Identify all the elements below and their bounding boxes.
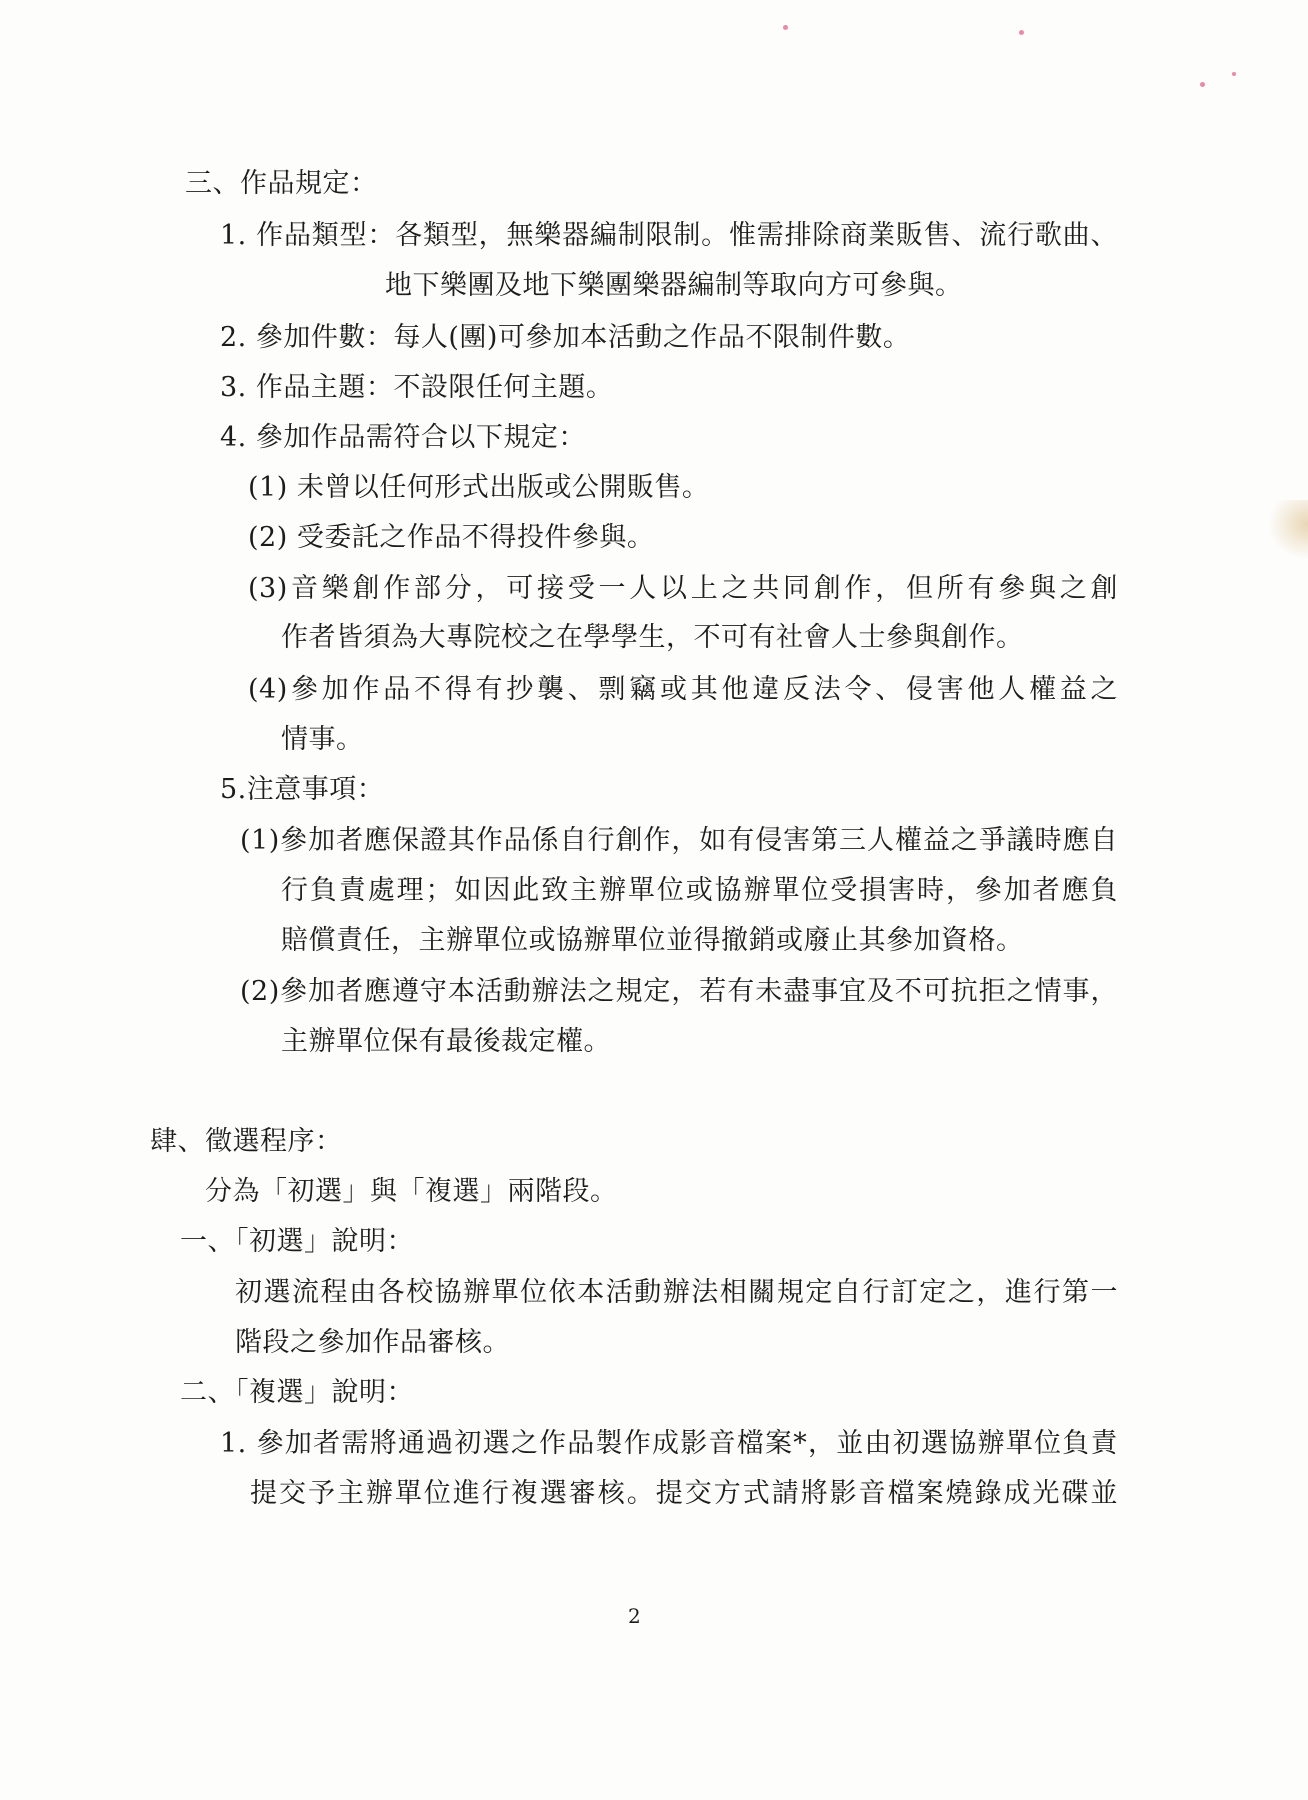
final-round-item1-line1: 1. 參加者需將通過初選之作品製作成影音檔案*，並由初選協辦單位負責: [220, 1428, 1118, 1459]
item1-line1: 1. 作品類型：各類型，無樂器編制限制。惟需排除商業販售、流行歌曲、: [220, 220, 1118, 251]
scan-speck: [1019, 30, 1024, 35]
item5-sub1-line1: (1)參加者應保證其作品係自行創作，如有侵害第三人權益之爭議時應自: [240, 825, 1118, 856]
scan-speck: [783, 25, 788, 30]
item4-sub1: (1) 未曾以任何形式出版或公開販售。: [248, 472, 710, 503]
item4-sub2: (2) 受委託之作品不得投件參與。: [248, 522, 655, 553]
item2: 2. 參加件數：每人(團)可參加本活動之作品不限制件數。: [220, 322, 911, 353]
item4-sub3-line1: (3)音樂創作部分，可接受一人以上之共同創作，但所有參與之創: [248, 573, 1118, 604]
preliminary-line1: 初選流程由各校協辦單位依本活動辦法相關規定自行訂定之，進行第一: [235, 1277, 1118, 1308]
item5-sub2-line2: 主辦單位保有最後裁定權。: [281, 1026, 611, 1057]
final-round-item1-line2: 提交予主辦單位進行複選審核。提交方式請將影音檔案燒錄成光碟並: [250, 1478, 1118, 1509]
item5-sub2-line1: (2)參加者應遵守本活動辦法之規定，若有未盡事宜及不可抗拒之情事，: [240, 976, 1118, 1007]
item4-sub3-line2: 作者皆須為大專院校之在學學生，不可有社會人士參與創作。: [281, 622, 1024, 653]
final-round-heading: 二、「複選」說明：: [180, 1377, 414, 1408]
scan-speck: [1232, 72, 1236, 76]
item5-sub1-line3: 賠償責任，主辦單位或協辦單位並得撤銷或廢止其參加資格。: [281, 925, 1024, 956]
scan-speck: [1200, 82, 1205, 87]
item5: 5.注意事項：: [220, 774, 385, 805]
item4-sub4-line2: 情事。: [281, 724, 364, 755]
item4-sub4-line1: (4)參加作品不得有抄襲、剽竊或其他違反法令、侵害他人權益之: [248, 674, 1118, 705]
section-four-heading: 肆、徵選程序：: [150, 1126, 343, 1157]
page-number: 2: [628, 1604, 641, 1628]
item4: 4. 參加作品需符合以下規定：: [220, 422, 586, 453]
item5-sub1-line2: 行負責處理；如因此致主辦單位或協辦單位受損害時，參加者應負: [281, 875, 1118, 906]
scan-smudge: [1268, 500, 1308, 560]
preliminary-line2: 階段之參加作品審核。: [235, 1327, 510, 1358]
item1-line2: 地下樂團及地下樂團樂器編制等取向方可參與。: [385, 270, 963, 301]
section-four-intro: 分為「初選」與「複選」兩階段。: [205, 1176, 618, 1207]
section-three-heading: 三、作品規定：: [185, 168, 378, 199]
preliminary-heading: 一、「初選」說明：: [180, 1226, 414, 1257]
item3: 3. 作品主題：不設限任何主題。: [220, 372, 614, 403]
